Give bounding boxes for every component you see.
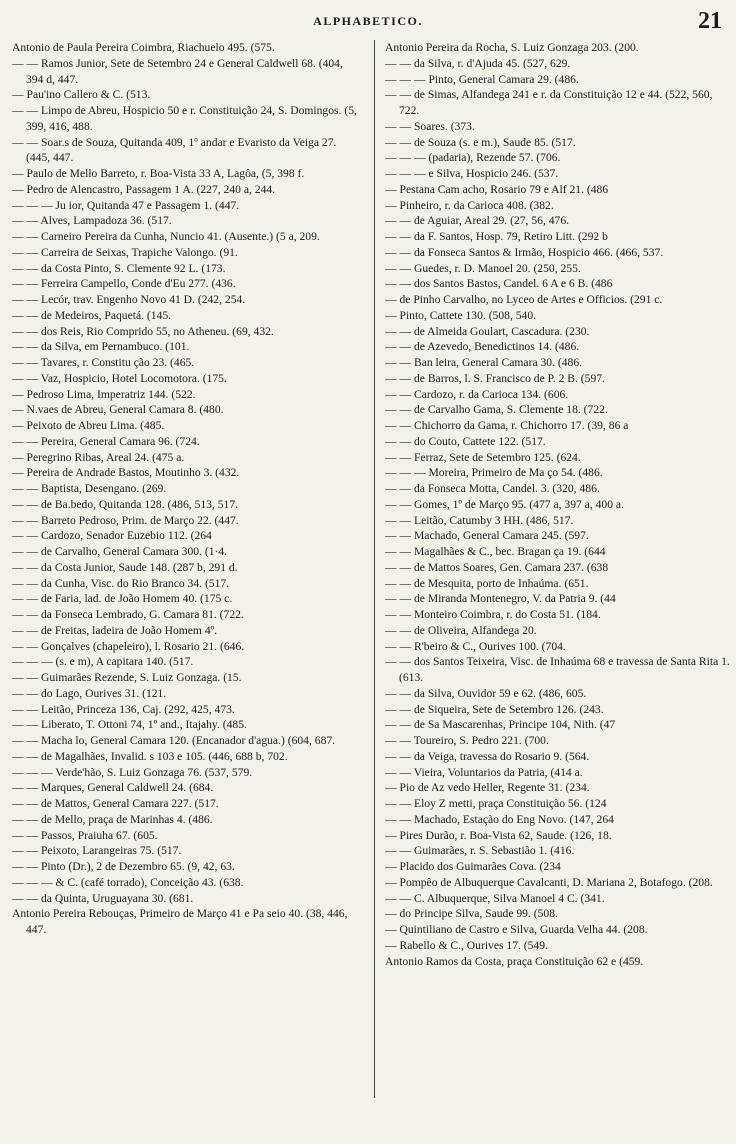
directory-entry: — — Marques, General Caldwell 24. (684. [12, 781, 214, 795]
directory-entry: — — de Miranda Montenegro, V. da Patria 9. (44 [385, 592, 616, 606]
directory-entry: — — Vieira, Voluntarios da Patria, (414 a. [385, 765, 583, 779]
directory-entry: — — de Freitas, ladeira de João Homem 4º. [12, 623, 218, 637]
directory-entry: — — de Barros, l. S. Francisco de P. 2 B. (597. [385, 371, 605, 385]
directory-entry: — Peixoto de Abreu Lima. (485. [12, 419, 165, 432]
directory-entry: — — de Azevedo, Benedictinos 14. (486. [385, 340, 580, 354]
directory-entry: — — Cardozo, Senador Euzebio 112. (264 [12, 529, 212, 543]
directory-entry: — Pio de Az vedo Heller, Regente 31. (234. [385, 781, 590, 795]
directory-entry: — — da Fonseca Motta, Candel. 3. (320, 486. [385, 482, 600, 495]
directory-entry: — — Pinto (Dr.), 2 de Dezembro 65. (9, 42, 63. [12, 860, 235, 873]
directory-entry: — — da Silva, r. d'Ajuda 45. (527, 629. [385, 56, 571, 70]
directory-entry: — — Cardozo, r. da Carioca 134. (606. [385, 387, 569, 401]
directory-entry: — — de Mesquita, porto de Inhaúma. (651. [385, 576, 589, 590]
directory-entry: — — da Veiga, travessa do Rosario 9. (564. [385, 749, 590, 763]
directory-entry: — — de Oliveira, Alfandega 20. [385, 623, 537, 637]
directory-entry: — — de Mattos, General Camara 227. (517. [12, 797, 219, 810]
directory-entry: — — da Cunha, Visc. do Rio Branco 34. (517. [12, 576, 230, 590]
directory-entry: Antonio Pereira Rebouças, Primeiro de Março 41 e Pa seio 40. (38, 446, 447. [12, 907, 348, 936]
directory-entry: — — de Carvalho Gama, S. Clemente 18. (722. [385, 403, 608, 417]
directory-entry: — — — Moreira, Primeiro de Ma ço 54. (486. [385, 466, 603, 480]
directory-entry: — — Ferreira Campello, Conde d'Eu 277. (436. [12, 277, 236, 291]
directory-entry: — — — & C. (café torrado), Conceição 43. (638. [12, 875, 244, 889]
directory-entry: — — de Almeida Goulart, Cascadura. (230. [385, 324, 590, 338]
directory-entry: — — de Ba.bedo, Quitanda 128. (486, 513, 517. [12, 497, 239, 511]
directory-entry: — — dos Santos Bastos, Candel. 6 A e 6 B. (486 [385, 277, 613, 291]
directory-entry: — Pestana Cam acho, Rosario 79 e Alf 21. (486 [385, 182, 609, 196]
directory-entry: — de Pinho Carvalho, no Lyceo de Artes e Officios. (291 c. [385, 293, 663, 306]
directory-entry: — — Peixoto, Larangeiras 75. (517. [12, 844, 182, 858]
directory-entry: — — Alves, Lampadoza 36. (517. [12, 214, 172, 228]
directory-entry: — — Gonçalves (chapeleiro), l. Rosario 21. (646. [12, 639, 245, 653]
page-header [0, 8, 736, 40]
directory-entry: — — do Lago, Ourives 31. (121. [12, 686, 167, 700]
directory-entry: — — Leitão, Princeza 136, Caj. (292, 425, 473. [12, 702, 235, 716]
directory-entry: — — da Silva, em Pernambuco. (101. [12, 340, 190, 354]
directory-entry: — Paulo de Mello Barreto, r. Boa-Vista 33 A, Lagôa, (5, 398 f. [12, 167, 305, 180]
running-title: ALPHABETICO. [313, 14, 423, 28]
directory-entry: — Pinto, Cattete 130. (508, 540. [385, 308, 537, 322]
directory-entry: — — Baptista, Desengano. (269. [12, 482, 167, 495]
directory-entry: — — Leitão, Catumby 3 HH. (486, 517. [385, 513, 574, 527]
directory-entry: — Pires Durão, r. Boa-Vista 62, Saude. (126, 18. [385, 828, 612, 842]
directory-entry: — — Lecór, trav. Engenho Novo 41 D. (242, 254. [12, 293, 246, 306]
directory-entry: — — — e Silva, Hospicio 246. (537. [385, 167, 559, 180]
directory-entry: — — — Ju ior, Quitanda 47 e Passagem 1. (447. [12, 198, 240, 212]
directory-entry: — — Toureiro, S. Pedro 221. (700. [385, 734, 549, 747]
directory-entry: — — Macha lo, General Camara 120. (Encanador d'agua.) (604, 687. [12, 734, 336, 747]
directory-entry: — — — Pinto, General Camara 29. (486. [385, 72, 579, 86]
directory-entry: — — Vaz, Hospicio, Hotel Locomotora. (175. [12, 371, 227, 385]
directory-entry: — — Tavares, r. Constitu ção 23. (465. [12, 356, 195, 369]
directory-entry: — Pedro de Alencastro, Passagem 1 A. (227, 240 a, 244. [12, 182, 276, 196]
directory-entry: — — de Aguiar, Areal 29. (27, 56, 476. [385, 214, 570, 228]
directory-entry: — — da Costa Junior, Saude 148. (287 b, 291 d. [12, 560, 238, 574]
directory-entry: — — — (s. e m), A capitara 140. (517. [12, 655, 194, 669]
directory-entry: — — Machado, General Camara 245. (597. [385, 529, 589, 543]
directory-entry: — Peregrino Ribas, Areal 24. (475 a. [12, 450, 185, 464]
directory-entry: — — de Magalhães, Invalid. s 103 e 105. (446, 688 b, 702. [12, 749, 288, 763]
directory-entry: — — de Simas, Alfandega 241 e r. da Constituição 12 e 44. (522, 560, 722. [385, 88, 713, 117]
directory-entry: — — Carreira de Seixas, Trapiche Valongo. (91. [12, 245, 238, 259]
directory-entry: — — de Faria, lad. de João Homem 40. (175 c. [12, 592, 233, 606]
directory-entry: — — — (padaria), Rezende 57. (706. [385, 151, 561, 165]
directory-entry: — — de Sa Mascarenhas, Principe 104, Nith. (47 [385, 718, 616, 732]
directory-entry: — Pinheiro, r. da Carioca 408. (382. [385, 198, 554, 212]
directory-entry: — Pedroso Lima, Imperatriz 144. (522. [12, 387, 196, 401]
directory-entry: Antonio de Paula Pereira Coimbra, Riachuelo 495. (575. [12, 41, 275, 54]
directory-entry: — — Machado, Estação do Eng Novo. (147, 264 [385, 812, 614, 826]
directory-entry: — — da Costa Pinto, S. Clemente 92 L. (173. [12, 261, 226, 275]
directory-entry: Antonio Pereira da Rocha, S. Luiz Gonzaga 203. (200. [385, 41, 639, 54]
directory-entry: Antonio Ramos da Costa, praça Constituição 62 e (459. [385, 954, 644, 968]
directory-entry: — — de Mattos Soares, Gen. Camara 237. (638 [385, 560, 609, 574]
directory-entry: — do Principe Silva, Saude 99. (508. [385, 907, 558, 921]
directory-entry: — — de Souza (s. e m.), Saude 85. (517. [385, 135, 576, 149]
directory-entry: — — Soares. (373. [385, 119, 475, 133]
directory-entry: — Pau'ino Callero & C. (513. [12, 88, 151, 102]
directory-entry: — — Soar.s de Souza, Quitanda 409, 1º andar e Evaristo da Veiga 27. (445, 447. [12, 135, 337, 165]
directory-entry: — — Magalhães & C., bec. Bragan ça 19. (644 [385, 545, 606, 558]
directory-entry: — — da Fonseca Santos & Irmão, Hospicio 466. (466, 537. [385, 245, 664, 259]
directory-entry: — — Ban leira, General Camara 30. (486. [385, 356, 583, 369]
directory-entry: — — Guimarães, r. S. Sebastião 1. (416. [385, 844, 575, 858]
directory-entry: — — — Verde'hão, S. Luiz Gonzaga 76. (537, 579. [12, 765, 253, 779]
directory-entry: — — dos Santos Teixeira, Visc. de Inhaúma 68 e travessa de Santa Rita 1. (613. [385, 655, 730, 684]
directory-entry: — — de Mello, praça de Marinhas 4. (486. [12, 812, 213, 826]
directory-entry: — — Pereira, General Camara 96. (724. [12, 434, 200, 448]
directory-entry: — — da Quinta, Uruguayana 30. (681. [12, 891, 194, 905]
directory-entry: — — Passos, Praiuha 67. (605. [12, 828, 158, 842]
directory-entry: — — dos Reis, Rio Comprido 55, no Atheneu. (69, 432. [12, 324, 274, 338]
directory-entry: — — Gomes, 1º de Março 95. (477 a, 397 a, 400 a. [385, 497, 624, 511]
directory-entry: — Rabello & C., Ourives 17. (549. [385, 938, 548, 952]
directory-entry: — — Ferraz, Sete de Setembro 125. (624. [385, 450, 581, 464]
left-column [12, 40, 360, 938]
directory-entry: — — Monteiro Coimbra, r. do Costa 51. (184. [385, 608, 601, 621]
directory-entry: — — da Silva, Ouvidor 59 e 62. (486, 605. [385, 686, 587, 700]
directory-entry: — Quintiliano de Castro e Silva, Guarda Velha 44. (208. [385, 923, 648, 936]
directory-entry: — — da Fonseca Lembrado, G. Camara 81. (722. [12, 608, 244, 621]
directory-entry: — — de Carvalho, General Camara 300. (1·4. [12, 545, 228, 558]
directory-entry: — — Guedes, r. D. Manoel 20. (250, 255. [385, 261, 581, 275]
directory-entry: — — Ramos Junior, Sete de Setembro 24 e General Caldwell 68. (404, 394 d, 447. [12, 56, 343, 86]
directory-entry: — — Chichorro da Gama, r. Chichorro 17. (39, 86 a [385, 419, 629, 432]
directory-entry: — — do Couto, Cattete 122. (517. [385, 434, 546, 448]
directory-entry: — — Liberato, T. Ottoni 74, 1º and., Itajahy. (485. [12, 718, 247, 732]
directory-entry: — — C. Albuquerque, Silva Manoel 4 C. (341. [385, 891, 605, 905]
directory-entry: — — da F. Santos, Hosp. 79, Retiro Litt. (292 b [385, 230, 608, 243]
directory-entry: — — Carneiro Pereira da Cunha, Nuncio 41. (Ausente.) (5 a, 209. [12, 230, 320, 243]
page-number: 21 [698, 8, 722, 34]
directory-entry: — N.vaes de Abreu, General Camara 8. (480. [12, 403, 224, 417]
directory-entry: — Pereira de Andrade Bastos, Moutinho 3. (432. [12, 466, 240, 480]
directory-entry: — — de Siqueira, Sete de Setembro 126. (243. [385, 702, 604, 716]
directory-entry: — — R'beiro & C., Ourives 100. (704. [385, 639, 566, 653]
directory-entry: — Placido dos Guimarães Cova. (234 [385, 860, 561, 873]
directory-entry: — — Limpo de Abreu, Hospicio 50 e r. Constituição 24, S. Domingos. (5, 399, 416, 488. [12, 104, 357, 133]
directory-entry: — — de Medeiros, Paquetá. (145. [12, 308, 172, 322]
column-divider [374, 40, 375, 1098]
directory-entry: — Pompêo de Albuquerque Cavalcanti, D. Mariana 2, Botafogo. (208. [385, 875, 713, 889]
directory-entry: — — Eloy Z metti, praça Constituição 56. (124 [385, 797, 607, 810]
right-column [385, 40, 730, 969]
directory-entry: — — Guimarães Rezende, S. Luiz Gonzaga. (15. [12, 671, 242, 684]
directory-entry: — — Barreto Pedroso, Prim. de Março 22. (447. [12, 513, 239, 527]
